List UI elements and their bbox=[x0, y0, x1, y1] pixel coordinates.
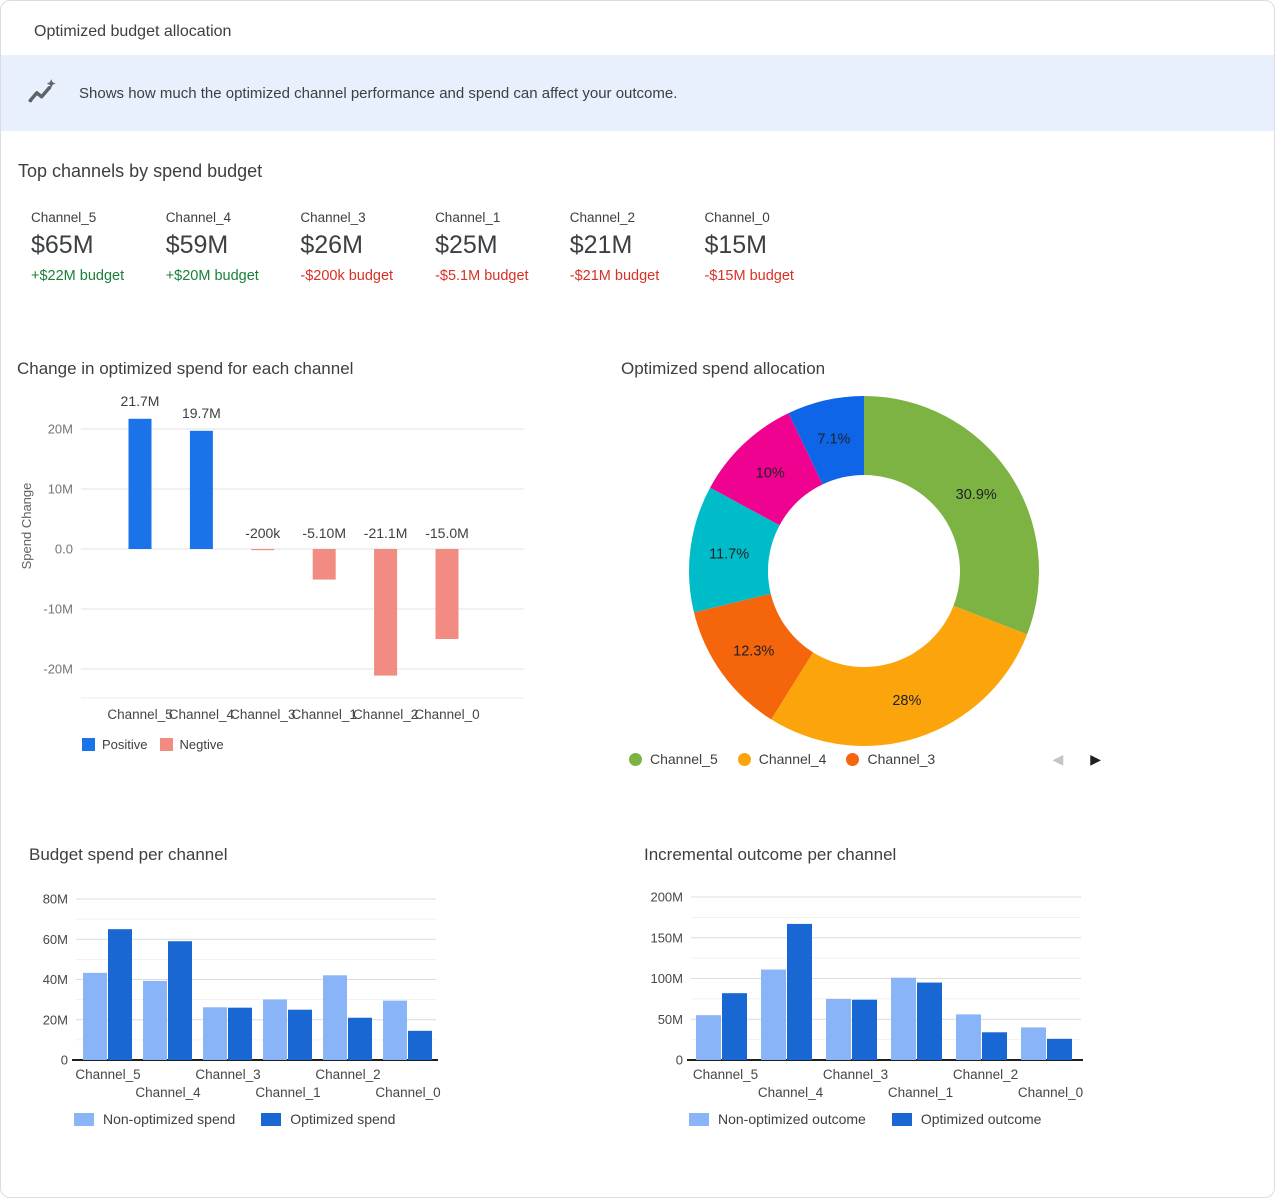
x-axis-label: Channel_0 bbox=[1017, 1085, 1084, 1100]
incremental-outcome-chart-canvas[interactable] bbox=[631, 881, 1171, 1111]
slice-percent-label: 10% bbox=[755, 465, 785, 482]
bar-Channel_0-optimized[interactable] bbox=[408, 1031, 432, 1060]
x-axis-label: Channel_2 bbox=[952, 1067, 1019, 1082]
bar-Channel_0-optimized[interactable] bbox=[1047, 1039, 1072, 1060]
channel-spend-value: $59M bbox=[165, 231, 229, 259]
legend-swatch bbox=[160, 738, 173, 751]
legend-item-negtive bbox=[160, 737, 224, 752]
x-axis-label: Channel_4 bbox=[168, 707, 235, 722]
x-axis-label: Channel_1 bbox=[255, 1085, 321, 1100]
bar-Channel_3[interactable] bbox=[251, 549, 274, 550]
bar-Channel_2-optimized[interactable] bbox=[348, 1018, 372, 1060]
bar-Channel_0[interactable] bbox=[436, 549, 459, 639]
legend-dot bbox=[846, 753, 859, 766]
bar-value-label: 21.7M bbox=[120, 392, 160, 409]
bar-Channel_1-non-optimized[interactable] bbox=[891, 978, 916, 1060]
bar-Channel_2-non-optimized[interactable] bbox=[323, 975, 347, 1060]
legend-item-channel_5 bbox=[629, 751, 718, 767]
legend-swatch bbox=[82, 738, 95, 751]
info-banner bbox=[1, 55, 1274, 131]
bar-Channel_4-optimized[interactable] bbox=[168, 941, 192, 1060]
x-axis-label: Channel_3 bbox=[195, 1067, 261, 1082]
legend-label: Negtive bbox=[179, 737, 224, 752]
slice-percent-label: 30.9% bbox=[955, 487, 997, 504]
bar-Channel_3-optimized[interactable] bbox=[852, 1000, 877, 1060]
legend-label: Positive bbox=[102, 737, 148, 752]
channel-spend-value: $26M bbox=[300, 231, 363, 259]
y-tick-label: 50M bbox=[657, 1011, 683, 1027]
channel-name: Channel_2 bbox=[569, 210, 636, 225]
legend-label: Optimized spend bbox=[290, 1111, 396, 1127]
bar-value-label: -21.1M bbox=[363, 525, 408, 541]
donut-slice-Channel_4[interactable] bbox=[771, 606, 1027, 746]
x-axis-label: Channel_1 bbox=[291, 707, 357, 722]
channel-name: Channel_1 bbox=[435, 210, 501, 225]
channel-card-Channel_3 bbox=[300, 210, 435, 284]
legend-swatch bbox=[74, 1113, 94, 1126]
legend-item-channel_3 bbox=[846, 751, 935, 767]
channel-budget-delta: +$22M budget bbox=[31, 268, 125, 284]
channel-name: Channel_4 bbox=[165, 210, 231, 225]
x-axis-label: Channel_5 bbox=[107, 707, 173, 722]
legend-label: Optimized outcome bbox=[920, 1111, 1042, 1127]
x-axis-label: Channel_1 bbox=[887, 1085, 954, 1100]
bar-value-label: 19.7M bbox=[181, 404, 221, 421]
x-axis-label: Channel_0 bbox=[414, 707, 480, 722]
channel-name: Channel_3 bbox=[300, 210, 366, 225]
x-axis-label: Channel_2 bbox=[352, 707, 419, 722]
y-tick-label: 20M bbox=[42, 1012, 68, 1028]
y-axis-title: Spend Change bbox=[19, 482, 34, 570]
legend-item-optimized-outcome bbox=[892, 1111, 1042, 1127]
bar-Channel_1-optimized[interactable] bbox=[917, 983, 942, 1060]
y-tick-label: 20M bbox=[47, 421, 73, 437]
page-title: Optimized budget allocation bbox=[34, 23, 232, 40]
y-tick-label: 10M bbox=[47, 481, 73, 497]
bar-Channel_0-non-optimized[interactable] bbox=[1021, 1027, 1046, 1060]
channel-spend-value: $65M bbox=[31, 231, 94, 259]
legend-label: Channel_3 bbox=[867, 751, 936, 767]
y-tick-label: 40M bbox=[42, 972, 68, 987]
legend-swatch bbox=[261, 1113, 281, 1126]
x-axis-label: Channel_4 bbox=[757, 1085, 824, 1100]
y-tick-label: 100M bbox=[650, 971, 683, 986]
y-tick-label: 0.0 bbox=[54, 541, 73, 557]
y-tick-label: -10M bbox=[43, 601, 73, 617]
chart-title-spend-change: Change in optimized spend for each channel bbox=[17, 359, 354, 378]
bar-Channel_4-optimized[interactable] bbox=[787, 924, 812, 1060]
legend-dot bbox=[629, 753, 642, 766]
donut-slice-Channel_5[interactable] bbox=[864, 396, 1039, 634]
channel-spend-value: $25M bbox=[435, 231, 498, 259]
slice-percent-label: 11.7% bbox=[709, 546, 750, 563]
channel-card-Channel_1 bbox=[435, 210, 570, 284]
channel-name: Channel_5 bbox=[31, 210, 97, 225]
bar-value-label: -200k bbox=[245, 525, 281, 541]
channel-card-Channel_0 bbox=[704, 210, 839, 284]
banner-text: Shows how much the optimized channel performance and spend can affect your outcome. bbox=[79, 84, 678, 102]
legend-item-optimized-spend bbox=[261, 1111, 395, 1127]
x-axis-label: Channel_2 bbox=[315, 1067, 381, 1082]
slice-percent-label: 12.3% bbox=[733, 643, 775, 660]
bar-Channel_2-non-optimized[interactable] bbox=[956, 1014, 981, 1060]
section-heading: Top channels by spend budget bbox=[18, 161, 263, 181]
channel-card-Channel_4 bbox=[166, 210, 301, 284]
budget-spend-legend bbox=[74, 1111, 395, 1127]
bar-Channel_1[interactable] bbox=[313, 549, 336, 580]
bar-Channel_3-non-optimized[interactable] bbox=[826, 999, 851, 1060]
x-axis-label: Channel_5 bbox=[692, 1067, 759, 1082]
legend-item-non-optimized-spend bbox=[74, 1111, 235, 1127]
y-tick-label: 0 bbox=[675, 1052, 683, 1068]
bar-Channel_5-optimized[interactable] bbox=[722, 993, 747, 1060]
slice-percent-label: 28% bbox=[892, 693, 922, 710]
legend-swatch bbox=[892, 1113, 912, 1126]
spend-allocation-donut-canvas[interactable] bbox=[621, 389, 1093, 755]
legend-item-non-optimized-outcome bbox=[689, 1111, 866, 1127]
channel-name: Channel_0 bbox=[704, 210, 770, 225]
bar-Channel_0-non-optimized[interactable] bbox=[383, 1001, 407, 1060]
bar-Channel_5-non-optimized[interactable] bbox=[696, 1015, 721, 1060]
bar-Channel_2-optimized[interactable] bbox=[982, 1032, 1007, 1060]
channel-spend-value: $21M bbox=[569, 231, 633, 259]
budget-spend-chart-canvas[interactable] bbox=[17, 881, 557, 1111]
y-tick-label: 60M bbox=[42, 931, 68, 947]
y-tick-label: 200M bbox=[650, 889, 683, 905]
chart-title-incremental-outcome: Incremental outcome per channel bbox=[644, 845, 897, 864]
legend-item-positive bbox=[82, 737, 148, 752]
slice-percent-label: 7.1% bbox=[817, 431, 851, 448]
spend-change-legend bbox=[82, 737, 224, 752]
legend-label: Channel_4 bbox=[758, 751, 827, 767]
incremental-outcome-legend bbox=[689, 1111, 1041, 1127]
insights-icon bbox=[26, 77, 58, 109]
x-axis-label: Channel_3 bbox=[822, 1067, 889, 1082]
bar-Channel_1-optimized[interactable] bbox=[288, 1010, 312, 1060]
legend-next-page-arrow[interactable]: ▶ bbox=[1090, 751, 1101, 767]
x-axis-label: Channel_4 bbox=[135, 1085, 201, 1100]
spend-change-chart-canvas[interactable] bbox=[17, 386, 561, 736]
channel-budget-delta: -$15M budget bbox=[704, 268, 794, 284]
y-tick-label: -20M bbox=[43, 661, 73, 677]
legend-item-channel_4 bbox=[738, 751, 827, 767]
legend-label: Channel_5 bbox=[650, 751, 718, 767]
x-axis-label: Channel_5 bbox=[75, 1067, 141, 1082]
bar-Channel_5[interactable] bbox=[129, 419, 152, 549]
chart-title-budget-spend: Budget spend per channel bbox=[29, 845, 228, 864]
bar-value-label: -15.0M bbox=[425, 525, 469, 541]
bar-Channel_3-non-optimized[interactable] bbox=[203, 1007, 227, 1060]
top-channels-row bbox=[31, 210, 839, 284]
bar-Channel_2[interactable] bbox=[374, 549, 397, 676]
y-tick-label: 80M bbox=[42, 891, 68, 907]
channel-budget-delta: +$20M budget bbox=[165, 268, 259, 284]
chart-title-spend-allocation: Optimized spend allocation bbox=[621, 359, 826, 378]
channel-card-Channel_2 bbox=[570, 210, 705, 284]
channel-budget-delta: -$21M budget bbox=[569, 268, 660, 284]
legend-label: Non-optimized spend bbox=[103, 1111, 236, 1127]
x-axis-label: Channel_0 bbox=[375, 1085, 441, 1100]
legend-dot bbox=[738, 753, 751, 766]
spend-allocation-legend bbox=[629, 751, 1101, 767]
bar-Channel_5-non-optimized[interactable] bbox=[83, 973, 107, 1060]
bar-Channel_4[interactable] bbox=[190, 431, 213, 549]
y-tick-label: 0 bbox=[60, 1052, 68, 1068]
channel-budget-delta: -$5.1M budget bbox=[435, 268, 529, 284]
legend-swatch bbox=[689, 1113, 709, 1126]
x-axis-label: Channel_3 bbox=[230, 707, 296, 722]
bar-Channel_5-optimized[interactable] bbox=[108, 929, 132, 1060]
bar-Channel_4-non-optimized[interactable] bbox=[761, 970, 786, 1060]
bar-Channel_1-non-optimized[interactable] bbox=[263, 999, 287, 1060]
bar-Channel_3-optimized[interactable] bbox=[228, 1008, 252, 1060]
y-tick-label: 150M bbox=[650, 930, 683, 946]
bar-Channel_4-non-optimized[interactable] bbox=[143, 981, 167, 1060]
channel-budget-delta: -$200k budget bbox=[300, 268, 394, 284]
legend-prev-page-arrow[interactable]: ◀ bbox=[1052, 751, 1064, 767]
legend-label: Non-optimized outcome bbox=[718, 1111, 866, 1127]
channel-spend-value: $15M bbox=[704, 231, 767, 259]
bar-value-label: -5.10M bbox=[302, 525, 346, 541]
channel-card-Channel_5 bbox=[31, 210, 166, 284]
